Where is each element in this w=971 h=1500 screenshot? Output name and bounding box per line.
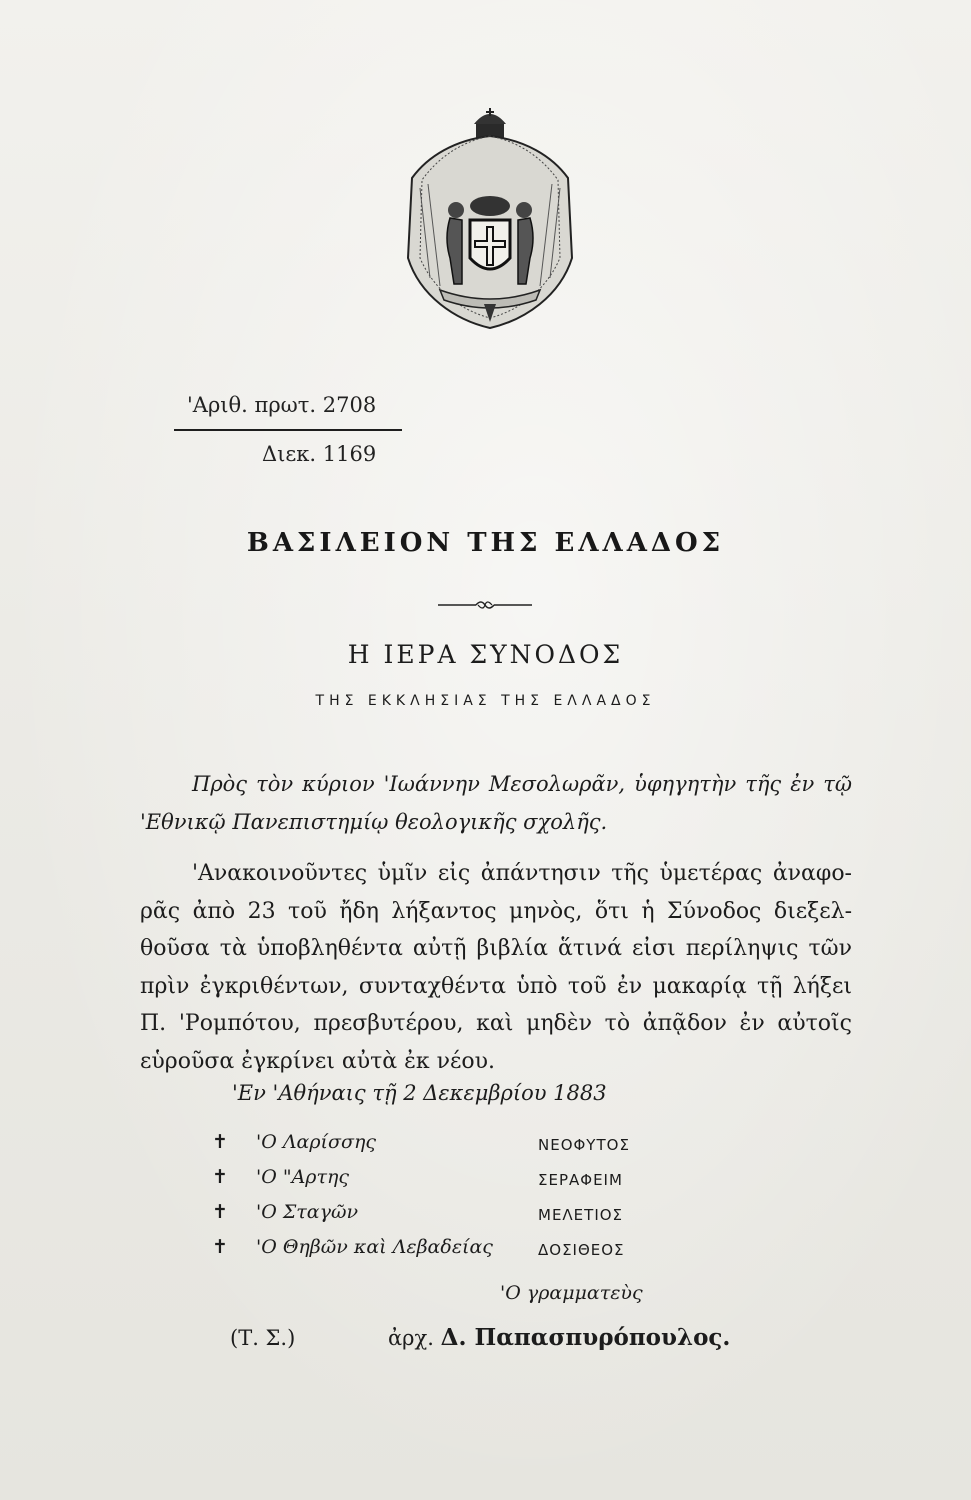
see-name: 'Ο Λαρίσσης xyxy=(256,1131,376,1153)
dispatch-number: Διεκ. 1169 xyxy=(262,442,377,466)
secretary-label: 'Ο γραμματεὺς xyxy=(500,1282,643,1304)
signature-row xyxy=(212,1201,358,1223)
addressee-block xyxy=(140,765,852,841)
addressee-line: 'Εθνικῷ Πανεπιστημίῳ θεολογικῆς σχολῆς. xyxy=(140,810,608,834)
cross-icon: ✝ xyxy=(212,1166,228,1188)
see-name: 'Ο Θηβῶν καὶ Λεβαδείας xyxy=(256,1236,493,1258)
secretary-signature xyxy=(388,1324,730,1351)
church-subheading: ΤΗΣ ΕΚΚΛΗΣΙΑΣ ΤΗΣ ΕΛΛΑΔΟΣ xyxy=(315,693,656,709)
cross-icon: ✝ xyxy=(212,1236,228,1258)
signature-row xyxy=(212,1236,493,1258)
bishop-name: ΝΕΟΦΥΤΟΣ xyxy=(538,1136,630,1154)
see-name: 'Ο "Αρτης xyxy=(256,1166,350,1188)
body-line: 'Ανακοινοῦντες ὑμῖν εἰς ἀπάντησιν τῆς ὑμετέρας ἀναφο- xyxy=(192,861,852,886)
ornament-divider xyxy=(438,598,532,612)
body-line: πρὶν ἐγκριθέντων, συνταχθέντα ὑπὸ τοῦ ἐν μακαρίᾳ τῇ λήξει xyxy=(140,973,852,999)
letter-body xyxy=(140,855,852,1080)
body-line: ρᾶς ἀπὸ 23 τοῦ ἤδη λήξαντος μηνὸς, ὅτι ἡ Σύνοδος διεξελ- xyxy=(140,898,852,924)
synod-heading: Η ΙΕΡΑ ΣΥΝΟΔΟΣ xyxy=(347,640,624,669)
bishop-name: ΔΟΣΙΘΕΟΣ xyxy=(538,1241,625,1259)
cross-icon: ✝ xyxy=(212,1201,228,1223)
seal-mark: (Τ. Σ.) xyxy=(230,1326,296,1350)
signature-row xyxy=(212,1166,349,1188)
divider-rule xyxy=(174,429,402,431)
bishop-name: ΣΕΡΑΦΕΙΜ xyxy=(538,1171,623,1189)
body-line: εὑροῦσα ἐγκρίνει αὐτὰ ἐκ νέου. xyxy=(140,1048,496,1074)
bishop-name: ΜΕΛΕΤΙΟΣ xyxy=(538,1206,624,1224)
royal-coat-of-arms-of-greece-icon xyxy=(400,108,580,333)
signer-prefix: ἀρχ. xyxy=(388,1326,434,1350)
see-name: 'Ο Σταγῶν xyxy=(256,1201,359,1223)
cross-icon: ✝ xyxy=(212,1131,228,1153)
body-line: Π. 'Ρομπότου, πρεσβυτέρου, καὶ μηδὲν τὸ ἀπᾷδον ἐν αὐτοῖς xyxy=(140,1011,852,1036)
kingdom-heading: ΒΑΣΙΛΕΙΟΝ ΤΗΣ ΕΛΛΑΔΟΣ xyxy=(246,528,725,558)
dateline: 'Εν 'Αθήναις τῇ 2 Δεκεμβρίου 1883 xyxy=(232,1081,607,1105)
addressee-line: Πρὸς τὸν κύριον 'Ιωάννην Μεσολωρᾶν, ὑφηγητὴν τῆς ἐν τῷ xyxy=(192,772,852,796)
protocol-number: 'Αριθ. πρωτ. 2708 xyxy=(187,393,377,417)
signer-name: Δ. Παπασπυρόπουλος. xyxy=(440,1324,731,1351)
signature-row xyxy=(212,1131,376,1153)
body-line: θοῦσα τὰ ὑποβληθέντα αὐτῇ βιβλία ἅτινά εἰσι περίληψις τῶν xyxy=(140,936,852,961)
